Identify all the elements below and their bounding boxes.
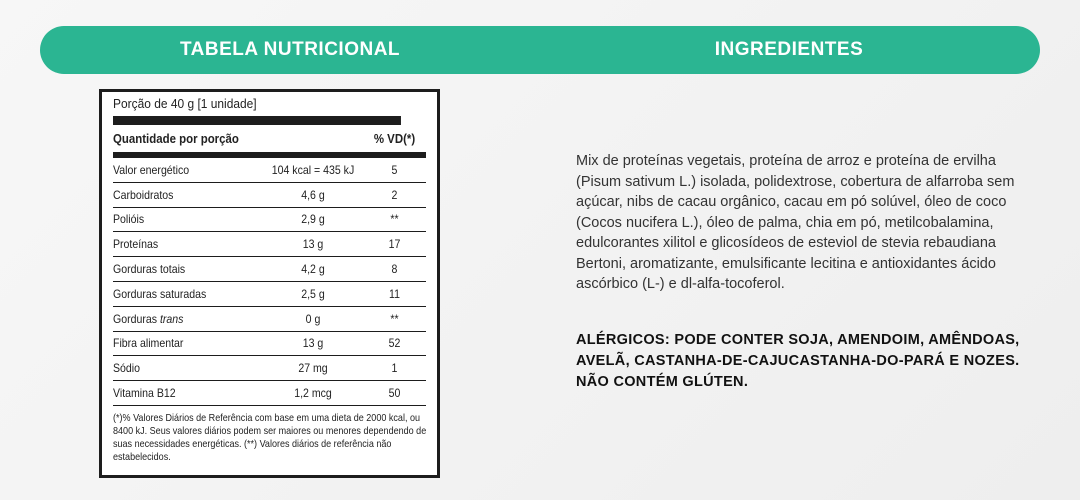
nutrient-name: Gorduras trans xyxy=(113,311,184,326)
nutrient-quantity: 13 g xyxy=(302,237,324,252)
nutrient-vd: ** xyxy=(390,212,399,227)
table-row xyxy=(113,332,426,357)
nutrient-vd: 1 xyxy=(391,361,398,376)
nutrition-footnote: (*)% Valores Diários de Referência com base em uma dieta de 2000 kcal, ou 8400 kJ. Seus valores diários podem ser maiores ou menores dependendo de suas necessidades energéticas. (**) Valores diários de referência não estabelecidos. xyxy=(113,411,427,463)
nutrient-name: Gorduras saturadas xyxy=(113,286,207,301)
table-row xyxy=(113,257,426,282)
nutrient-quantity: 4,6 g xyxy=(301,187,325,202)
column-vd-header: % VD(*) xyxy=(373,131,416,146)
nutrient-vd: 8 xyxy=(391,262,398,277)
nutrient-name: Carboidratos xyxy=(113,187,174,202)
table-row xyxy=(113,381,426,406)
nutrient-vd: 11 xyxy=(389,286,400,301)
nutrient-quantity: 2,5 g xyxy=(301,286,325,301)
tab-nutrition-table[interactable]: TABELA NUTRICIONAL xyxy=(179,39,401,60)
nutrient-vd: ** xyxy=(390,311,399,326)
nutrient-vd: 2 xyxy=(391,187,398,202)
table-row xyxy=(113,356,426,381)
nutrient-name: Valor energético xyxy=(113,162,190,177)
nutrient-quantity: 4,2 g xyxy=(301,262,325,277)
nutrient-vd: 52 xyxy=(388,336,401,351)
table-row xyxy=(113,208,426,233)
nutrient-quantity: 104 kcal = 435 kJ xyxy=(271,162,355,177)
table-row xyxy=(113,282,426,307)
nutrient-name: Fibra alimentar xyxy=(113,336,184,351)
nutrient-vd: 50 xyxy=(388,386,401,401)
nutrient-quantity: 1,2 mcg xyxy=(294,386,332,401)
nutrient-quantity: 0 g xyxy=(305,311,321,326)
nutrient-name: Vitamina B12 xyxy=(113,386,176,401)
column-amount-header: Quantidade por porção xyxy=(113,131,239,146)
nutrient-vd: 5 xyxy=(391,162,398,177)
allergens-warning: ALÉRGICOS: PODE CONTER SOJA, AMENDOIM, AMÊNDOAS, AVELÃ, CASTANHA-DE-CAJUCASTANHA-DO-PARÁ E NOZES. NÃO CONTÉM GLÚTEN. xyxy=(576,332,1020,390)
portion-size: Porção de 40 g [1 unidade] xyxy=(113,92,401,125)
nutrient-name: Polióis xyxy=(113,212,145,227)
table-row xyxy=(113,158,426,183)
tab-ingredients[interactable]: INGREDIENTES xyxy=(714,39,864,60)
table-row xyxy=(113,232,426,257)
nutrient-quantity: 2,9 g xyxy=(301,212,325,227)
nutrient-quantity: 27 mg xyxy=(298,361,328,376)
nutrition-table xyxy=(99,89,440,478)
nutrition-header-row xyxy=(113,125,426,158)
table-row xyxy=(113,307,426,332)
header-bar xyxy=(40,26,1040,74)
nutrient-name: Proteínas xyxy=(113,237,159,252)
nutrient-quantity: 13 g xyxy=(302,336,324,351)
trans-italic: trans xyxy=(159,311,184,326)
nutrient-name: Sódio xyxy=(113,361,141,376)
table-row xyxy=(113,183,426,208)
nutrient-name: Gorduras totais xyxy=(113,262,186,277)
nutrient-vd: 17 xyxy=(388,237,401,252)
ingredients-text: Mix de proteínas vegetais, proteína de arroz e proteína de ervilha (Pisum sativum L.) isolada, polidextrose, cobertura de alfarroba sem açúcar, nibs de cacau orgânico, cacau em pó solúvel, óleo de coco (Cocos nucifera L.), óleo de palma, chia em pó, metilcobalamina, edulcorantes xilitol e glicosídeos de esteviol de stevia rebaudiana Bertoni, aromatizante, emulsificante lecitina e antioxidantes ácido ascórbico (L-) e dl-alfa-tocoferol. xyxy=(576,153,1015,292)
